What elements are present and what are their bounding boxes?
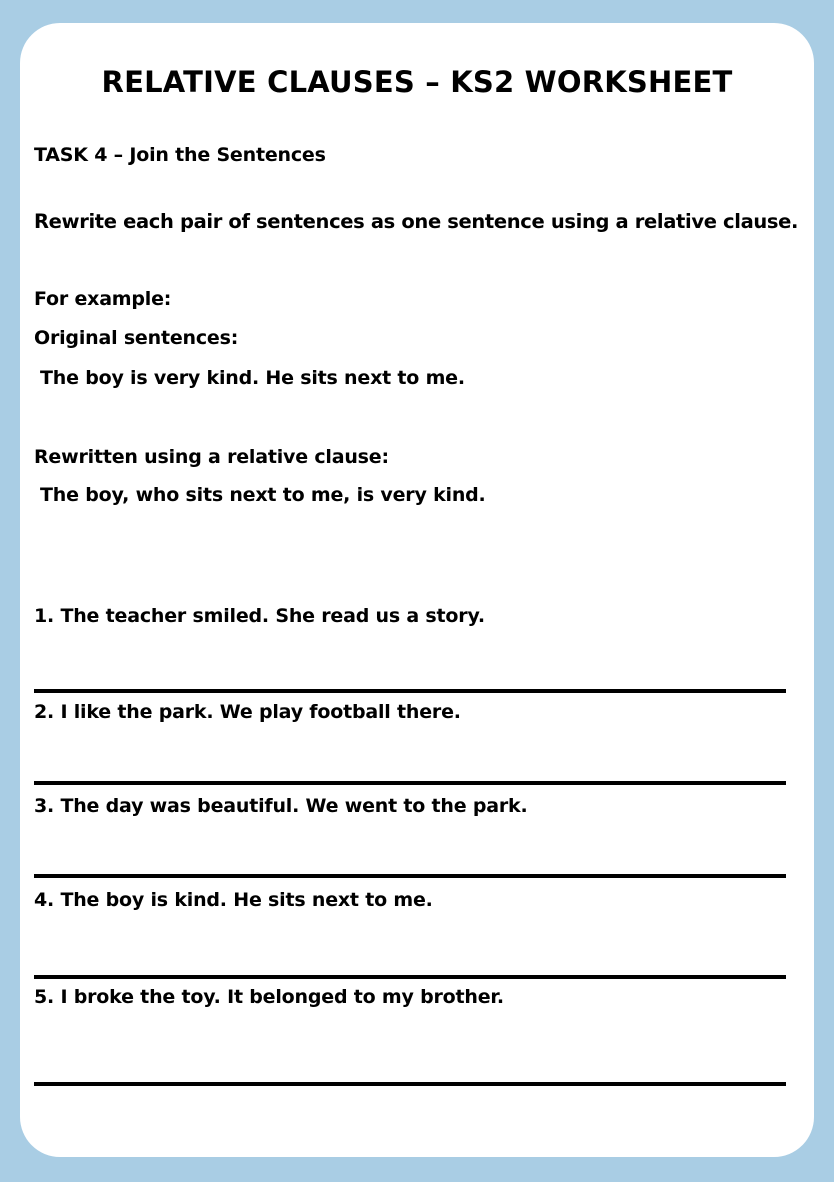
question-2: 2. I like the park. We play football there. <box>34 701 461 723</box>
example-label: For example: <box>34 288 172 310</box>
task-instruction: Rewrite each pair of sentences as one sentence using a relative clause. <box>34 210 799 233</box>
worksheet-page <box>20 23 814 1157</box>
question-3: 3. The day was beautiful. We went to the park. <box>34 795 528 817</box>
answer-line-3[interactable] <box>34 874 786 878</box>
question-5: 5. I broke the toy. It belonged to my brother. <box>34 986 504 1008</box>
answer-line-2[interactable] <box>34 781 786 785</box>
question-1: 1. The teacher smiled. She read us a story. <box>34 605 485 627</box>
rewritten-label: Rewritten using a relative clause: <box>34 446 389 468</box>
answer-line-4[interactable] <box>34 975 786 979</box>
original-sentences-label: Original sentences: <box>34 327 239 349</box>
rewritten-text: The boy, who sits next to me, is very kind. <box>40 484 486 506</box>
original-sentences-text: The boy is very kind. He sits next to me. <box>40 367 465 389</box>
question-4: 4. The boy is kind. He sits next to me. <box>34 889 433 911</box>
answer-line-5[interactable] <box>34 1082 786 1086</box>
task-heading: TASK 4 – Join the Sentences <box>34 144 326 166</box>
worksheet-title: RELATIVE CLAUSES – KS2 WORKSHEET <box>101 65 733 99</box>
answer-line-1[interactable] <box>34 689 786 693</box>
